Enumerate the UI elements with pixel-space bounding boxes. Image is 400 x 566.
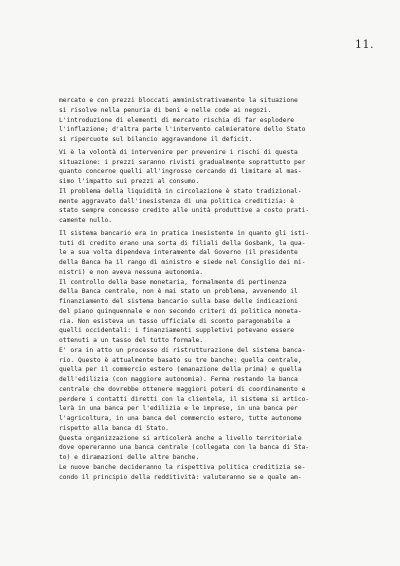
text-line: Il controllo della base monetaria, formalmente di pertinenza: [59, 278, 287, 286]
text-line: mente aggravato dall'inesistenza di una politica creditizia: è: [59, 197, 295, 205]
text-line: quella per il commercio estero (emanazione della prima) e quella: [59, 366, 302, 374]
text-line: dove opereranno una banca centrale (collegata con la banca di Sta-: [59, 444, 310, 452]
text-line: l'agricoltura, in una banca del commercio estero, tutte autonome: [59, 415, 302, 422]
text-line: nistri) e non aveva nessuna autonomia.: [59, 268, 204, 276]
text-line: quanto concerne quelli all'ingrosso cercando di limitare al mas-: [59, 168, 302, 176]
text-line: si ripercuote sul bilancio aggravandone il deficit.: [59, 136, 253, 143]
text-line: ria. Non esisteva un tasso ufficiale di sconto paragonabile a: [59, 317, 291, 325]
text-line: simo l'impatto sui prezzi al consumo.: [59, 178, 200, 185]
text-line: rispetto alla banca di Stato.: [59, 424, 169, 432]
document-body: [59, 96, 369, 482]
text-line: della Banca ha il rango di ministro e siede nel Consiglio dei mi-: [59, 259, 306, 266]
text-line: della Banca centrale, non è mai stato un problema, avvenendo il: [59, 288, 298, 296]
text-line: tuti di credito erano una sorta di filiali della Gosbank, la qua-: [59, 239, 306, 247]
text-line: lerà in una banca per l'edilizia e le imprese, in una banca per: [59, 405, 298, 413]
text-line: Le nuove banche decideranno la rispettiva politica creditizia se-: [59, 463, 306, 471]
text-line: ottenuti a un tasso del tutto formale.: [59, 337, 204, 344]
text-line: Vi è la volontà di intervenire per prevenire i rischi di questa: [59, 148, 298, 156]
page-number: 11.: [355, 38, 374, 51]
text-line: situazione: i prezzi saranno rivisti gradualmente soprattutto per: [59, 158, 306, 166]
text-line: le a sua volta dipendeva interamente dal Governo (il presidente: [59, 249, 298, 257]
text-line: dell'edilizia (con maggiore autonomia). Ferma restando la banca: [59, 376, 298, 383]
text-line: to) e diramazioni delle altre banche.: [59, 454, 200, 461]
text-line: Questa organizzazione si articolerà anche a livello territoriale: [59, 434, 302, 442]
text-line: si risolve nella penuria di beni e nelle code ai negozi.: [59, 106, 272, 114]
text-line: mercato e con prezzi bloccati amministrativamente la situazione: [59, 97, 298, 104]
text-line: E' ora in atto un processo di ristrutturazione del sistema banca-: [59, 346, 306, 354]
text-line: finanziamento del sistema bancario sulla base delle indicazioni: [59, 298, 298, 305]
text-line: rio. Questo è attualmente basato su tre banche: quella centrale,: [59, 356, 302, 364]
text-line: centrale che dovrebbe ottenere maggiori poteri di coordinamento e: [59, 385, 306, 393]
text-line: Il sistema bancario era in pratica inesistente in quanto gli isti-: [59, 229, 310, 237]
text-line: l'inflazione; d'altra parte l'intervento calmieratore dello Stato: [59, 126, 306, 134]
text-line: camente nullo.: [59, 217, 113, 224]
text-line: perdere i contatti diretti con la clientela, il sistema si artico-: [59, 395, 310, 403]
text-line: L'introduzione di elementi di mercato rischia di far esplodere: [59, 116, 295, 124]
text-line: quelli occidentali: i finanziamenti suppletivi potevano essere: [59, 327, 295, 335]
text-line: condo il principio della redditività: valuteranno se e quale am-: [59, 473, 302, 481]
text-line: del piano quinquennale e non secondo criteri di politica moneta-: [59, 307, 302, 315]
text-line: Il problema della liquidità in circolazione è stato tradizional-: [59, 187, 302, 195]
text-line: stato sempre concesso credito alle unità produttive a costo prati-: [59, 207, 310, 215]
